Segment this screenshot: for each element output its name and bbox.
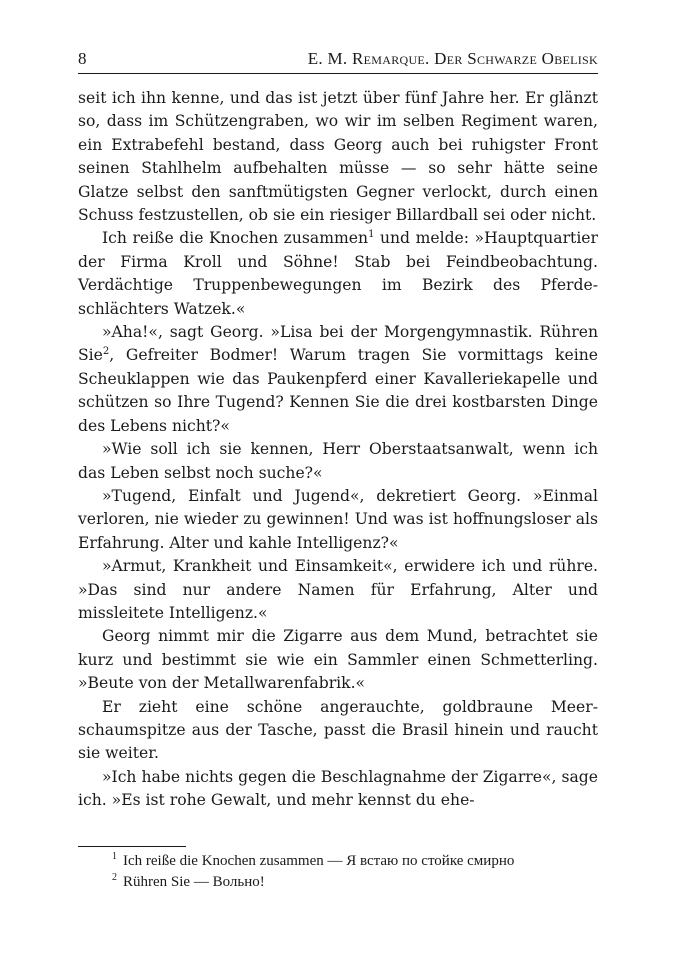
footnote-mark-2: 2 <box>112 872 117 883</box>
paragraph-8: Er zieht eine schöne angerauchte, goldbraune Meerschaumspitze aus der Tasche, passt die Brasil hinein und raucht sie weiter. <box>78 697 598 763</box>
paragraph-3 <box>78 321 598 438</box>
paragraph-9: »Ich habe nichts gegen die Beschlagnahme der Zigarre«, sage ich. »Es ist rohe Gewalt, und mehr kennst du ehe- <box>78 767 598 810</box>
paragraph-5: »Tugend, Einfalt und Jugend«, dekretiert Georg. »Einmal verloren, nie wieder zu gewinnen! Und was ist hoffnungsloser als Erfahrung. Alter und kahle Intelligenz?« <box>78 486 598 552</box>
paragraph-1: seit ich ihn kenne, und das ist jetzt über fünf Jahre her. Er glänzt so, dass im Schützengraben, wo wir im selben Regiment waren, ein Extrabefehl bestand, dass Georg auch bei ruhigster Front seinen Stahlhelm aufbehalten müsse — so sehr hätte seine Glatze selbst den sanftmütigsten Gegner verlockt, durch einen Schuss festzustellen, ob sie ein riesiger Billardball sei oder nicht. <box>78 89 598 225</box>
paragraph-3-text-b: , Gefreiter Bodmer! Warum tragen Sie vormittags keine Scheuklappen wie das Paukenpferd einer Kavalleriekapelle und schützen so Ihre Tugend? Kennen Sie die drei kostbarsten Dinge des Lebens nicht?« <box>78 346 598 435</box>
paragraph-7: Georg nimmt mir die Zigarre aus dem Mund, betrachtet sie kurz und bestimmt sie wie ein Sammler einen Schmetterling. »Beute von der Metallwarenfabrik.« <box>78 627 598 693</box>
running-title: E. M. Remarque. Der Schwarze Obelisk <box>307 49 598 68</box>
footnote-2 <box>78 872 598 893</box>
paragraph-6: »Armut, Krankheit und Einsamkeit«, erwidere ich und rühre. »Das sind nur andere Namen für Erfahrung, Alter und missleitete Intelligenz.« <box>78 557 598 622</box>
footnote-rule <box>78 846 186 847</box>
paragraph-3-text-a: »Aha!«, sagt Georg. »Lisa bei der Morgengymnastik. Rühren Sie <box>78 323 598 365</box>
paragraph-2-text-a: Ich reiße die Knochen zusammen <box>102 229 369 248</box>
footnote-text-1: Ich reiße die Knochen zusammen — Я встаю по стойке смирно <box>123 853 515 869</box>
body-text <box>78 87 598 813</box>
paragraph-2 <box>78 227 598 321</box>
footnote-ref-2: 2 <box>102 346 110 358</box>
header-rule <box>78 73 598 74</box>
page-header <box>78 46 598 72</box>
paragraph-2-text-b: und melde: »Hauptquartier der Firma Kroll und Söhne! Stab bei Feindbeobachtung. Verdächtige Truppenbewegungen im Bezirk des Pferdeschlächters Watzek.« <box>78 229 598 318</box>
footnotes <box>78 851 598 893</box>
footnote-1 <box>78 851 598 872</box>
footnote-mark-1: 1 <box>112 851 117 862</box>
book-page <box>78 0 598 970</box>
footnote-ref-1: 1 <box>368 229 375 241</box>
footnote-text-2: Rühren Sie — Вольно! <box>123 874 265 890</box>
page-number: 8 <box>78 49 87 68</box>
paragraph-4: »Wie soll ich sie kennen, Herr Oberstaatsanwalt, wenn ich das Leben selbst noch suche?« <box>78 440 598 482</box>
